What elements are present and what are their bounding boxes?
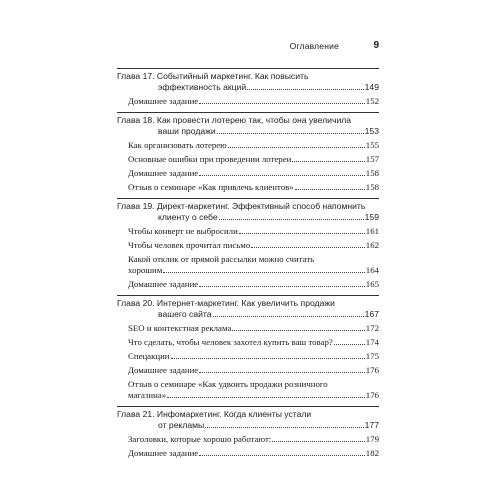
entry-page: 162 — [365, 240, 379, 250]
entry-page: 165 — [365, 279, 379, 289]
dot-leader — [272, 441, 365, 442]
chapter-title: Глава 19. Директ-маркетинг. Эффективный способ напомнить — [117, 201, 366, 211]
dot-leader — [239, 233, 365, 234]
toc-entry — [117, 323, 379, 334]
entry-title: Чтобы человек прочитал письмо — [128, 240, 251, 250]
entry-title-cont: хорошим — [128, 265, 163, 275]
entry-page: 176 — [365, 365, 379, 375]
chapter-21-heading — [117, 406, 379, 431]
entry-title: Какой отклик от прямой рассылки можно считать — [128, 254, 315, 264]
chapter-page: 159 — [364, 212, 379, 222]
toc-entry — [117, 379, 379, 401]
dot-leader — [163, 272, 364, 273]
running-title: Оглавление — [289, 41, 339, 51]
entry-page: 161 — [365, 226, 379, 236]
chapter-title: Глава 20. Интернет-маркетинг. Как увеличить продажи — [117, 298, 335, 308]
entry-title: Заголовки, которые хорошо работают: — [128, 434, 272, 444]
chapter-page: 177 — [364, 420, 379, 430]
table-of-contents — [117, 68, 379, 462]
toc-entry — [117, 96, 379, 107]
toc-entry — [117, 351, 379, 362]
chapter-page: 149 — [364, 82, 379, 92]
entry-page: 176 — [365, 390, 379, 400]
dot-leader — [217, 133, 364, 134]
toc-entry — [117, 279, 379, 290]
chapter-17-heading — [117, 68, 379, 93]
dot-leader — [199, 103, 365, 104]
dot-leader — [334, 344, 365, 345]
toc-entry — [117, 448, 379, 459]
dot-leader — [205, 427, 363, 428]
chapter-title-cont: от рекламы — [158, 420, 205, 430]
entry-title: Чтобы конверт не выбросили — [128, 226, 238, 236]
toc-entry — [117, 140, 379, 151]
toc-entry — [117, 182, 379, 193]
chapter-page: 153 — [364, 126, 379, 136]
toc-entry — [117, 365, 379, 376]
entry-page: 158 — [365, 168, 379, 178]
toc-entry — [117, 226, 379, 237]
dot-leader — [232, 330, 364, 331]
running-head — [117, 41, 379, 55]
dot-leader — [199, 286, 365, 287]
dot-leader — [251, 247, 365, 248]
toc-entry — [117, 240, 379, 251]
dot-leader — [292, 161, 364, 162]
toc-entry — [117, 337, 379, 348]
entry-page: 179 — [365, 434, 379, 444]
entry-title: Спецакции — [128, 351, 170, 361]
entry-page: 164 — [365, 265, 379, 275]
entry-title: Домашнее задание — [128, 279, 199, 289]
entry-page: 172 — [365, 323, 379, 333]
entry-page: 175 — [365, 351, 379, 361]
entry-title: Отзыв о семинаре «Как привлечь клиентов» — [128, 182, 294, 192]
entry-page: 158 — [365, 182, 379, 192]
chapter-title-cont: ваши продажи — [158, 126, 216, 136]
entry-title: Домашнее задание — [128, 96, 199, 106]
dot-leader — [295, 189, 365, 190]
dot-leader — [228, 147, 365, 148]
entry-title: Что сделать, чтобы человек захотел купить ваш товар? — [128, 337, 333, 347]
dot-leader — [219, 219, 364, 220]
chapter-19-heading — [117, 198, 379, 223]
chapter-title-cont: клиенту о себе — [158, 212, 218, 222]
toc-entry — [117, 154, 379, 165]
dot-leader — [199, 455, 365, 456]
entry-title: Домашнее задание — [128, 168, 199, 178]
entry-title: Отзыв о семинаре «Как удвоить продажи розничного — [128, 379, 328, 389]
chapter-title-cont: эффективность акций — [158, 82, 247, 92]
chapter-title-cont: вашего сайта — [158, 309, 212, 319]
chapter-page: 167 — [364, 309, 379, 319]
chapter-20-heading — [117, 295, 379, 320]
entry-page: 182 — [365, 448, 379, 458]
dot-leader — [171, 358, 365, 359]
page-number: 9 — [373, 40, 379, 51]
chapter-title: Глава 17. Событийный маркетинг. Как повысить — [117, 71, 309, 81]
toc-entry — [117, 254, 379, 276]
entry-title: Как организовать лотерею — [128, 140, 227, 150]
entry-page: 174 — [365, 337, 379, 347]
chapter-title: Глава 18. Как провести лотерею так, чтобы она увеличила — [117, 115, 352, 125]
entry-title: SEO и контекстная реклама — [128, 323, 232, 333]
dot-leader — [213, 316, 364, 317]
entry-title: Домашнее задание — [128, 448, 199, 458]
entry-title: Домашнее задание — [128, 365, 199, 375]
chapter-18-heading — [117, 112, 379, 137]
dot-leader — [199, 175, 365, 176]
entry-page: 155 — [365, 140, 379, 150]
toc-entry — [117, 434, 379, 445]
dot-leader — [199, 372, 365, 373]
chapter-title: Глава 21. Инфомаркетинг. Когда клиенты устали — [117, 409, 312, 419]
entry-page: 157 — [365, 154, 379, 164]
entry-title: Основные ошибки при проведении лотереи — [128, 154, 292, 164]
entry-page: 152 — [365, 96, 379, 106]
toc-entry — [117, 168, 379, 179]
dot-leader — [167, 397, 365, 398]
dot-leader — [247, 89, 364, 90]
entry-title-cont: магазина» — [128, 390, 167, 400]
